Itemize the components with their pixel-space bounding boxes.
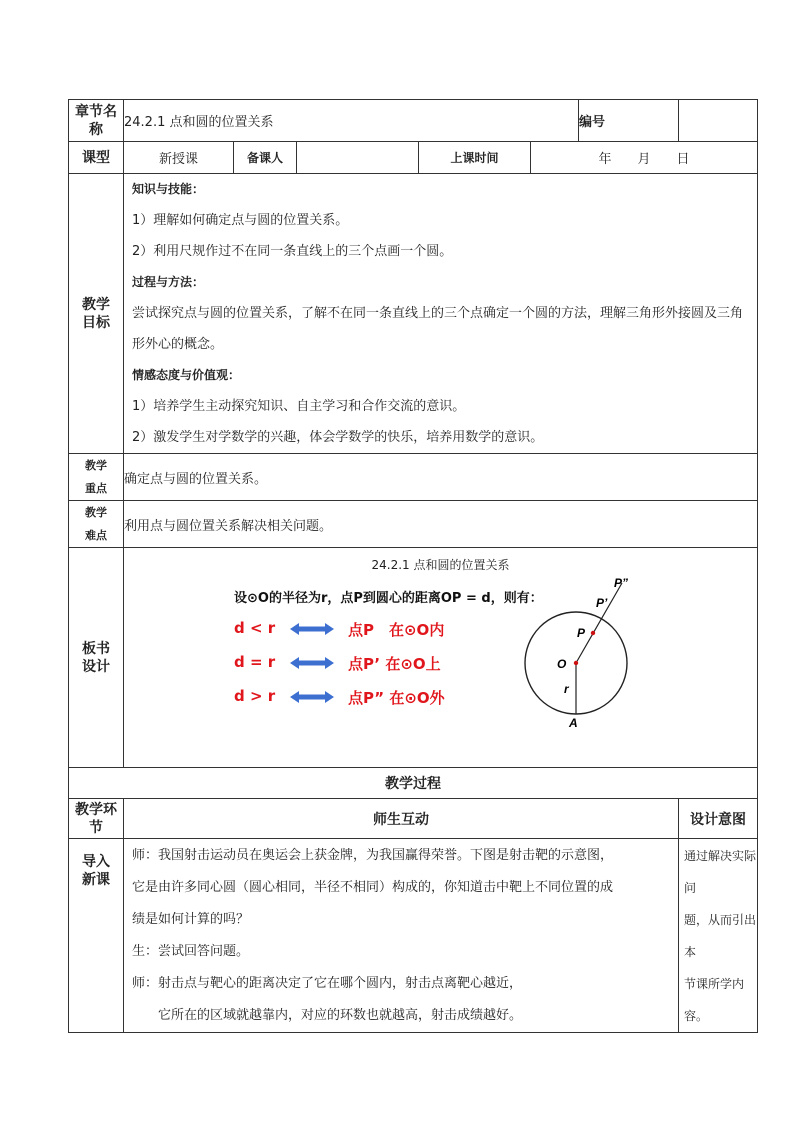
- goals-row: [69, 174, 758, 454]
- relation-result-1: 点P 在⊙O内: [348, 621, 445, 639]
- label-p1: P’: [596, 596, 608, 610]
- relation-cond-3: d > r: [234, 687, 276, 705]
- stage-label: 导入新课: [69, 839, 124, 1033]
- process-text: 尝试探究点与圆的位置关系，了解不在同一条直线上的三个点确定一个圆的方法，理解三角形外接圆及三角形外心的概念。: [132, 306, 744, 352]
- board-label: 板书设计: [69, 548, 124, 768]
- intro-stage-row: [69, 839, 758, 1033]
- board-row: [69, 548, 758, 768]
- key-point-label: 教学重点: [69, 454, 124, 501]
- board-content: [124, 548, 758, 768]
- label-p: P: [577, 626, 586, 640]
- relation-cond-2: d = r: [234, 653, 276, 671]
- intent-line-2: 题，从而引出本: [684, 913, 757, 959]
- chapter-value: 24.2.1 点和圆的位置关系: [124, 100, 579, 142]
- type-row: [69, 142, 758, 174]
- preparer-value: [297, 142, 419, 174]
- type-value: 新授课: [124, 142, 234, 174]
- emotion-title: 情感态度与价值观：: [132, 368, 241, 382]
- chapter-label: 章节名称: [69, 100, 124, 142]
- intent-line-1: 通过解决实际问: [684, 849, 757, 895]
- double-arrow-icon: [290, 621, 334, 637]
- point-p: [591, 631, 595, 635]
- key-point-row: [69, 454, 758, 501]
- intent-content: [679, 839, 758, 1033]
- emotion-item-1: 1）培养学生主动探究知识、自主学习和合作交流的意识。: [132, 399, 466, 414]
- double-arrow-icon: [290, 689, 334, 705]
- process-title: 教学过程: [69, 768, 758, 799]
- board-title: 24.2.1 点和圆的位置关系: [371, 558, 510, 572]
- date-value: 年 月 日: [531, 142, 758, 174]
- board-intro: 设⊙O的半径为r，点P到圆心的距离OP = d，则有：: [234, 591, 543, 606]
- difficulty-text: 利用点与圆位置关系解决相关问题。: [124, 501, 758, 548]
- intent-line-3: 节课所学内容。: [684, 977, 745, 1023]
- dialog-line-1: 师：我国射击运动员在奥运会上获金牌，为我国赢得荣誉。下图是射击靶的示意图，: [132, 848, 614, 863]
- dialog-line-3: 绩是如何计算的吗？: [132, 912, 250, 927]
- circle-diagram: [514, 573, 644, 743]
- label-p2: P”: [614, 576, 629, 590]
- interaction-column-header: 师生互动: [124, 799, 679, 839]
- interaction-content: [124, 839, 679, 1033]
- dialog-line-6: 它所在的区域就越靠内，对应的环数也就越高，射击成绩越好。: [158, 1008, 523, 1023]
- knowledge-item-1: 1）理解如何确定点与圆的位置关系。: [132, 213, 349, 228]
- knowledge-title: 知识与技能：: [132, 182, 205, 196]
- goals-label: 教学目标: [69, 174, 124, 454]
- chapter-row: [69, 100, 758, 142]
- difficulty-row: [69, 501, 758, 548]
- preparer-label: 备课人: [234, 142, 297, 174]
- ray-op: [576, 583, 622, 663]
- emotion-item-2: 2）激发学生对学数学的兴趣，体会学数学的快乐，培养用数学的意识。: [132, 430, 544, 445]
- key-point-text: 确定点与圆的位置关系。: [124, 454, 758, 501]
- label-a: A: [569, 716, 578, 730]
- board-area: [124, 573, 757, 767]
- center-point: [574, 661, 578, 665]
- relation-result-3: 点P” 在⊙O外: [348, 689, 445, 707]
- type-label: 课型: [69, 142, 124, 174]
- knowledge-item-2: 2）利用尺规作过不在同一条直线上的三个点画一个圆。: [132, 244, 453, 259]
- goals-content: [124, 174, 758, 454]
- number-value: [679, 100, 758, 142]
- lesson-plan-table: [68, 99, 758, 1033]
- dialog-line-4: 生：尝试回答问题。: [132, 944, 250, 959]
- dialog-line-2: 它是由许多同心圆（圆心相同，半径不相同）构成的，你知道击中靶上不同位置的成: [132, 880, 614, 895]
- process-title: 过程与方法：: [132, 275, 205, 289]
- time-label: 上课时间: [419, 142, 531, 174]
- process-title-row: [69, 768, 758, 799]
- number-label: 编号: [579, 100, 679, 142]
- stage-column-header: 教学环节: [69, 799, 124, 839]
- process-header-row: [69, 799, 758, 839]
- double-arrow-icon: [290, 655, 334, 671]
- dialog-line-5: 师：射击点与靶心的距离决定了它在哪个圆内，射击点离靶心越近，: [132, 976, 523, 991]
- relation-result-2: 点P’ 在⊙O上: [348, 655, 441, 673]
- label-o: O: [557, 657, 567, 671]
- intent-column-header: 设计意图: [679, 799, 758, 839]
- relation-cond-1: d < r: [234, 619, 276, 637]
- difficulty-label: 教学难点: [69, 501, 124, 548]
- label-r: r: [564, 682, 569, 696]
